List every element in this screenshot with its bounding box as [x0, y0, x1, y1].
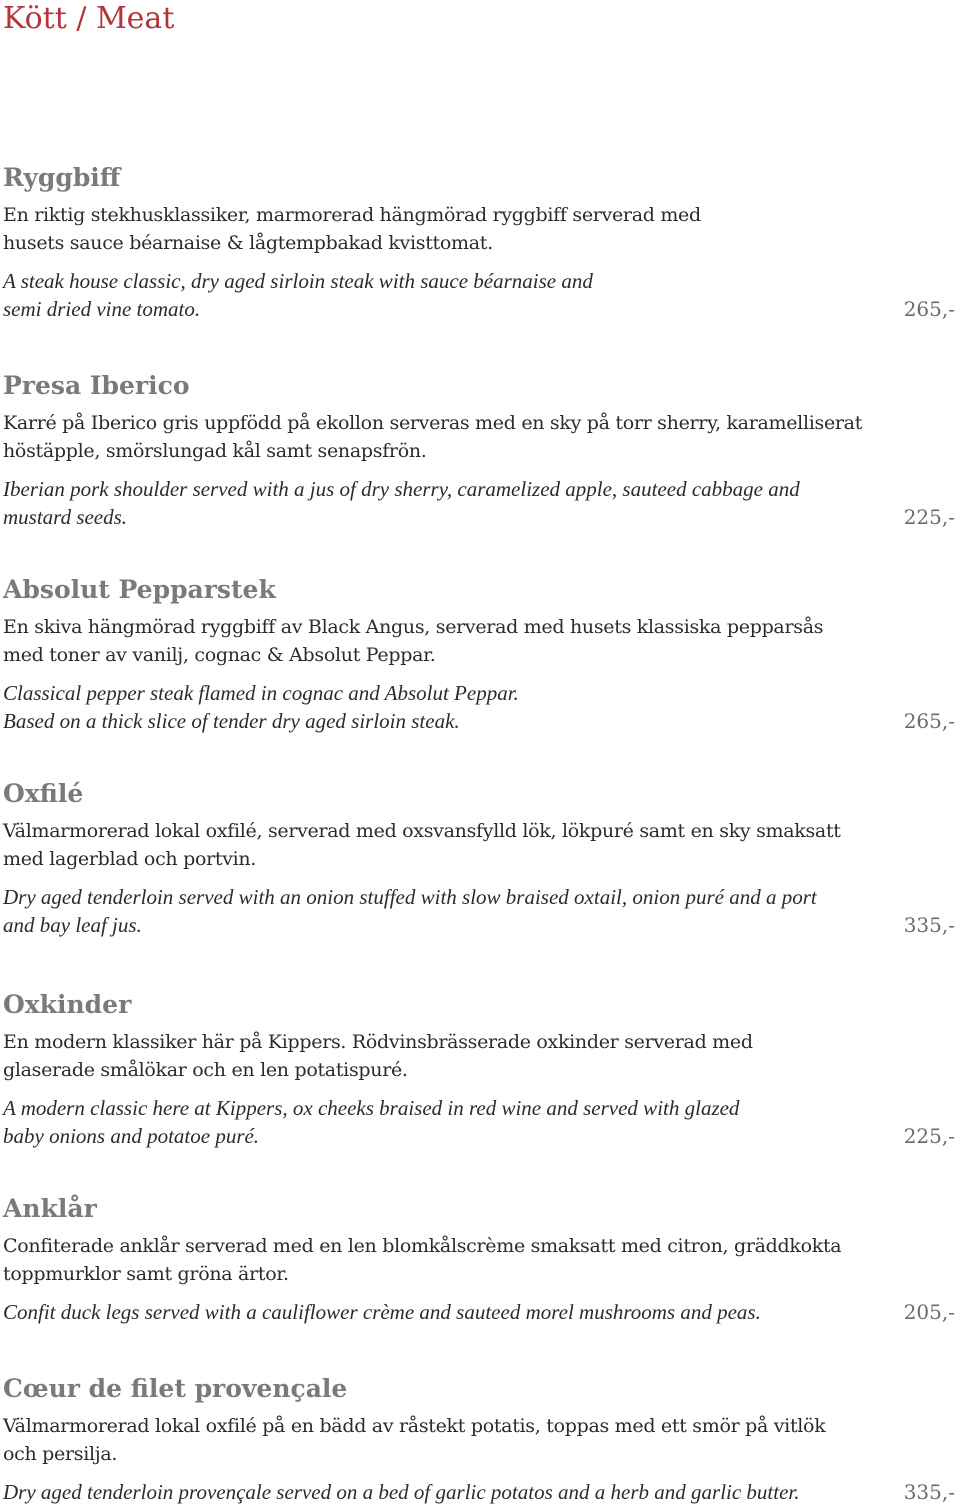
item-price: 225,-: [903, 505, 955, 529]
item-description-sv: Confiterade anklår serverad med en len blomkålscrème smaksatt med citron, gräddkokta toppmurklor samt gröna ärtor.: [3, 1235, 842, 1285]
item-name: Absolut Pepparstek: [3, 575, 276, 604]
item-name: Oxkinder: [3, 990, 132, 1019]
item-price: 265,-: [903, 709, 955, 733]
item-description-sv: Välmarmorerad lokal oxfilé på en bädd av råstekt potatis, toppas med ett smör på vitlök och persilja.: [3, 1415, 826, 1465]
item-description-sv: En skiva hängmörad ryggbiff av Black Angus, serverad med husets klassiska pepparsås med toner av vanilj, cognac & Absolut Peppar.: [3, 616, 824, 666]
item-price: 205,-: [903, 1300, 955, 1324]
item-name: Anklår: [3, 1194, 97, 1223]
item-name: Ryggbiff: [3, 163, 121, 192]
item-description-en: A steak house classic, dry aged sirloin steak with sauce béarnaise and semi dried vine tomato.: [3, 269, 593, 321]
menu-item-absolut-pepparstek: [3, 575, 955, 735]
menu-item-presa-iberico: [3, 371, 955, 531]
item-price: 335,-: [903, 913, 955, 937]
item-description-en: Classical pepper steak flamed in cognac and Absolut Peppar. Based on a thick slice of tender dry aged sirloin steak.: [3, 681, 519, 733]
menu-item-anklar: [3, 1194, 955, 1326]
item-price: 265,-: [903, 297, 955, 321]
item-description-sv: En modern klassiker här på Kippers. Rödvinsbrässerade oxkinder serverad med glaserade smålökar och en len potatispuré.: [3, 1031, 753, 1081]
item-name: Presa Iberico: [3, 371, 190, 400]
item-name: Cœur de filet provençale: [3, 1374, 348, 1403]
item-description-sv: En riktig stekhusklassiker, marmorerad hängmörad ryggbiff serverad med husets sauce béarnaise & lågtempbakad kvisttomat.: [3, 204, 701, 254]
item-price: 225,-: [903, 1124, 955, 1148]
menu-item-coeur-de-filet-provencale: [3, 1374, 955, 1506]
item-price: 335,-: [903, 1480, 955, 1504]
menu-item-ryggbiff: [3, 163, 955, 323]
item-description-sv: Karré på Iberico gris uppfödd på ekollon serveras med en sky på torr sherry, karamelliserat höstäpple, smörslungad kål samt senapsfrön.: [3, 412, 863, 462]
item-description-en: Dry aged tenderloin served with an onion stuffed with slow braised oxtail, onion puré and a port and bay leaf jus.: [3, 885, 817, 937]
menu-item-oxkinder: [3, 990, 955, 1150]
item-description-en: Dry aged tenderloin provençale served on a bed of garlic potatos and a herb and garlic butter.: [3, 1480, 800, 1504]
item-description-en: Confit duck legs served with a cauliflower crème and sauteed morel mushrooms and peas.: [3, 1300, 761, 1324]
menu-item-oxfile: [3, 779, 955, 939]
item-description-en: A modern classic here at Kippers, ox cheeks braised in red wine and served with glazed baby onions and potatoe puré.: [3, 1096, 740, 1148]
item-description-en: Iberian pork shoulder served with a jus of dry sherry, caramelized apple, sauteed cabbage and mustard seeds.: [3, 477, 800, 529]
page-title: Kött / Meat: [3, 1, 175, 36]
item-name: Oxfilé: [3, 779, 84, 808]
item-description-sv: Välmarmorerad lokal oxfilé, serverad med oxsvansfylld lök, lökpuré samt en sky smaksatt med lagerblad och portvin.: [3, 820, 841, 870]
